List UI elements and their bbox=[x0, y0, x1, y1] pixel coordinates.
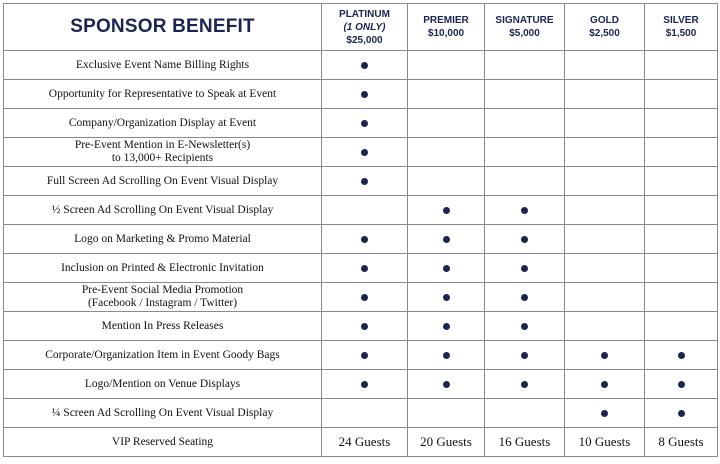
bullet-icon bbox=[601, 381, 608, 388]
tier-cell-silver bbox=[645, 370, 718, 399]
tier-cell-premier bbox=[408, 51, 485, 80]
benefit-label-line: Corporate/Organization Item in Event Goody Bags bbox=[45, 348, 280, 361]
tier-cell-premier bbox=[408, 341, 485, 370]
tier-note: (1 ONLY) bbox=[343, 21, 386, 33]
tier-cell-signature bbox=[485, 167, 565, 196]
vip-guests-premier: 20 Guests bbox=[408, 428, 485, 457]
vip-guests-silver: 8 Guests bbox=[645, 428, 718, 457]
tier-cell-silver bbox=[645, 109, 718, 138]
tier-cell-platinum bbox=[322, 283, 408, 312]
benefit-label bbox=[4, 312, 322, 341]
benefit-label bbox=[4, 370, 322, 399]
bullet-icon bbox=[361, 265, 368, 272]
bullet-icon bbox=[361, 62, 368, 69]
tier-price: $5,000 bbox=[509, 28, 540, 39]
tier-cell-silver bbox=[645, 254, 718, 283]
tier-cell-premier bbox=[408, 370, 485, 399]
bullet-icon bbox=[361, 294, 368, 301]
bullet-icon bbox=[443, 323, 450, 330]
tier-name: SIGNATURE bbox=[495, 15, 554, 26]
sponsor-benefits-table-wrapper bbox=[3, 3, 718, 457]
tier-cell-signature bbox=[485, 51, 565, 80]
tier-cell-gold bbox=[565, 167, 645, 196]
tier-cell-gold bbox=[565, 370, 645, 399]
tier-cell-premier bbox=[408, 225, 485, 254]
benefit-label-line: Logo on Marketing & Promo Material bbox=[74, 232, 251, 245]
benefit-label: VIP Reserved Seating bbox=[4, 428, 322, 457]
benefit-label bbox=[4, 399, 322, 428]
tier-cell-platinum bbox=[322, 80, 408, 109]
tier-cell-signature bbox=[485, 196, 565, 225]
table-row bbox=[4, 196, 718, 225]
bullet-icon bbox=[521, 236, 528, 243]
vip-guests-signature: 16 Guests bbox=[485, 428, 565, 457]
tier-cell-silver bbox=[645, 51, 718, 80]
tier-cell-gold bbox=[565, 138, 645, 167]
benefit-label-line: Opportunity for Representative to Speak at Event bbox=[48, 87, 277, 100]
table-row bbox=[4, 80, 718, 109]
benefit-label bbox=[4, 109, 322, 138]
tier-cell-silver bbox=[645, 341, 718, 370]
table-title: SPONSOR BENEFIT bbox=[4, 4, 322, 51]
table-row bbox=[4, 51, 718, 80]
benefit-label bbox=[4, 225, 322, 254]
tier-cell-premier bbox=[408, 196, 485, 225]
benefit-label-line: Full Screen Ad Scrolling On Event Visual Display bbox=[46, 174, 279, 187]
benefit-label-line: Inclusion on Printed & Electronic Invitation bbox=[61, 261, 264, 274]
tier-cell-premier bbox=[408, 138, 485, 167]
tier-cell-gold bbox=[565, 51, 645, 80]
table-row bbox=[4, 138, 718, 167]
tier-header-silver bbox=[645, 4, 718, 51]
tier-cell-signature bbox=[485, 109, 565, 138]
bullet-icon bbox=[361, 178, 368, 185]
tier-cell-premier bbox=[408, 167, 485, 196]
tier-header-platinum bbox=[322, 4, 408, 51]
table-row bbox=[4, 312, 718, 341]
tier-price: $25,000 bbox=[346, 34, 383, 46]
tier-cell-platinum bbox=[322, 51, 408, 80]
bullet-icon bbox=[443, 294, 450, 301]
tier-cell-signature bbox=[485, 80, 565, 109]
tier-cell-signature bbox=[485, 138, 565, 167]
tier-cell-platinum bbox=[322, 138, 408, 167]
tier-cell-gold bbox=[565, 283, 645, 312]
benefit-label bbox=[4, 254, 322, 283]
tier-header-gold bbox=[565, 4, 645, 51]
benefit-label-line: (Facebook / Instagram / Twitter) bbox=[87, 297, 238, 309]
tier-cell-premier bbox=[408, 399, 485, 428]
table-row bbox=[4, 341, 718, 370]
tier-cell-silver bbox=[645, 196, 718, 225]
table-row bbox=[4, 399, 718, 428]
bullet-icon bbox=[678, 410, 685, 417]
bullet-icon bbox=[443, 207, 450, 214]
vip-guests-gold: 10 Guests bbox=[565, 428, 645, 457]
tier-cell-platinum bbox=[322, 254, 408, 283]
bullet-icon bbox=[521, 265, 528, 272]
benefit-label bbox=[4, 138, 322, 167]
tier-cell-premier bbox=[408, 109, 485, 138]
tier-name: SILVER bbox=[663, 15, 699, 26]
table-row bbox=[4, 167, 718, 196]
tier-cell-gold bbox=[565, 225, 645, 254]
table-row bbox=[4, 283, 718, 312]
bullet-icon bbox=[521, 352, 528, 359]
bullet-icon bbox=[601, 410, 608, 417]
bullet-icon bbox=[361, 91, 368, 98]
bullet-icon bbox=[361, 352, 368, 359]
benefit-label bbox=[4, 80, 322, 109]
benefit-label-line: Pre-Event Mention in E-Newsletter(s) bbox=[74, 139, 251, 151]
tier-cell-silver bbox=[645, 399, 718, 428]
tier-cell-premier bbox=[408, 283, 485, 312]
tier-cell-gold bbox=[565, 254, 645, 283]
tier-name: GOLD bbox=[590, 15, 619, 26]
bullet-icon bbox=[361, 236, 368, 243]
bullet-icon bbox=[443, 381, 450, 388]
bullet-icon bbox=[521, 323, 528, 330]
tier-cell-platinum bbox=[322, 109, 408, 138]
benefit-label bbox=[4, 196, 322, 225]
benefit-label bbox=[4, 167, 322, 196]
benefit-label bbox=[4, 51, 322, 80]
tier-cell-gold bbox=[565, 196, 645, 225]
benefit-label-line: Company/Organization Display at Event bbox=[68, 116, 257, 129]
bullet-icon bbox=[521, 381, 528, 388]
tier-cell-silver bbox=[645, 138, 718, 167]
tier-cell-gold bbox=[565, 109, 645, 138]
tier-cell-signature bbox=[485, 370, 565, 399]
bullet-icon bbox=[443, 352, 450, 359]
tier-price: $1,500 bbox=[665, 28, 697, 39]
bullet-icon bbox=[443, 265, 450, 272]
tier-cell-signature bbox=[485, 341, 565, 370]
tier-cell-platinum bbox=[322, 341, 408, 370]
tier-header-premier bbox=[408, 4, 485, 51]
tier-price: $10,000 bbox=[427, 28, 465, 39]
tier-cell-gold bbox=[565, 399, 645, 428]
tier-cell-platinum bbox=[322, 167, 408, 196]
bullet-icon bbox=[361, 381, 368, 388]
tier-price: $2,500 bbox=[589, 28, 620, 39]
vip-seating-row bbox=[4, 428, 718, 457]
bullet-icon bbox=[521, 294, 528, 301]
table-row bbox=[4, 370, 718, 399]
tier-cell-premier bbox=[408, 312, 485, 341]
tier-cell-platinum bbox=[322, 196, 408, 225]
bullet-icon bbox=[521, 207, 528, 214]
tier-name: PREMIER bbox=[423, 15, 469, 26]
tier-cell-silver bbox=[645, 283, 718, 312]
benefit-label bbox=[4, 283, 322, 312]
header-row bbox=[4, 4, 718, 51]
table-row bbox=[4, 254, 718, 283]
tier-cell-signature bbox=[485, 225, 565, 254]
benefit-label-line: to 13,000+ Recipients bbox=[111, 152, 214, 164]
bullet-icon bbox=[678, 381, 685, 388]
bullet-icon bbox=[443, 236, 450, 243]
bullet-icon bbox=[361, 323, 368, 330]
tier-cell-signature bbox=[485, 399, 565, 428]
tier-cell-silver bbox=[645, 80, 718, 109]
benefit-label-line: Pre-Event Social Media Promotion bbox=[81, 284, 244, 296]
benefit-label-line: Exclusive Event Name Billing Rights bbox=[75, 58, 250, 71]
tier-cell-gold bbox=[565, 341, 645, 370]
tier-cell-platinum bbox=[322, 312, 408, 341]
benefit-label bbox=[4, 341, 322, 370]
tier-cell-gold bbox=[565, 312, 645, 341]
tier-header-signature bbox=[485, 4, 565, 51]
benefit-label-line: Logo/Mention on Venue Displays bbox=[84, 377, 241, 390]
tier-cell-signature bbox=[485, 312, 565, 341]
tier-name: PLATINUM bbox=[339, 8, 390, 20]
bullet-icon bbox=[678, 352, 685, 359]
tier-cell-platinum bbox=[322, 370, 408, 399]
tier-cell-silver bbox=[645, 312, 718, 341]
tier-cell-signature bbox=[485, 254, 565, 283]
vip-guests-platinum: 24 Guests bbox=[322, 428, 408, 457]
sponsor-benefits-table bbox=[3, 3, 718, 457]
benefit-label-line: Mention In Press Releases bbox=[101, 319, 224, 332]
tier-cell-premier bbox=[408, 254, 485, 283]
tier-cell-platinum bbox=[322, 399, 408, 428]
tier-cell-platinum bbox=[322, 225, 408, 254]
tier-cell-premier bbox=[408, 80, 485, 109]
bullet-icon bbox=[361, 120, 368, 127]
table-row bbox=[4, 109, 718, 138]
tier-cell-silver bbox=[645, 167, 718, 196]
table-row bbox=[4, 225, 718, 254]
tier-cell-signature bbox=[485, 283, 565, 312]
benefit-label-line: ½ Screen Ad Scrolling On Event Visual Display bbox=[51, 203, 274, 216]
benefit-rows bbox=[4, 51, 718, 428]
tier-cell-silver bbox=[645, 225, 718, 254]
bullet-icon bbox=[361, 149, 368, 156]
tier-cell-gold bbox=[565, 80, 645, 109]
bullet-icon bbox=[601, 352, 608, 359]
benefit-label-line: ¼ Screen Ad Scrolling On Event Visual Display bbox=[51, 406, 274, 419]
